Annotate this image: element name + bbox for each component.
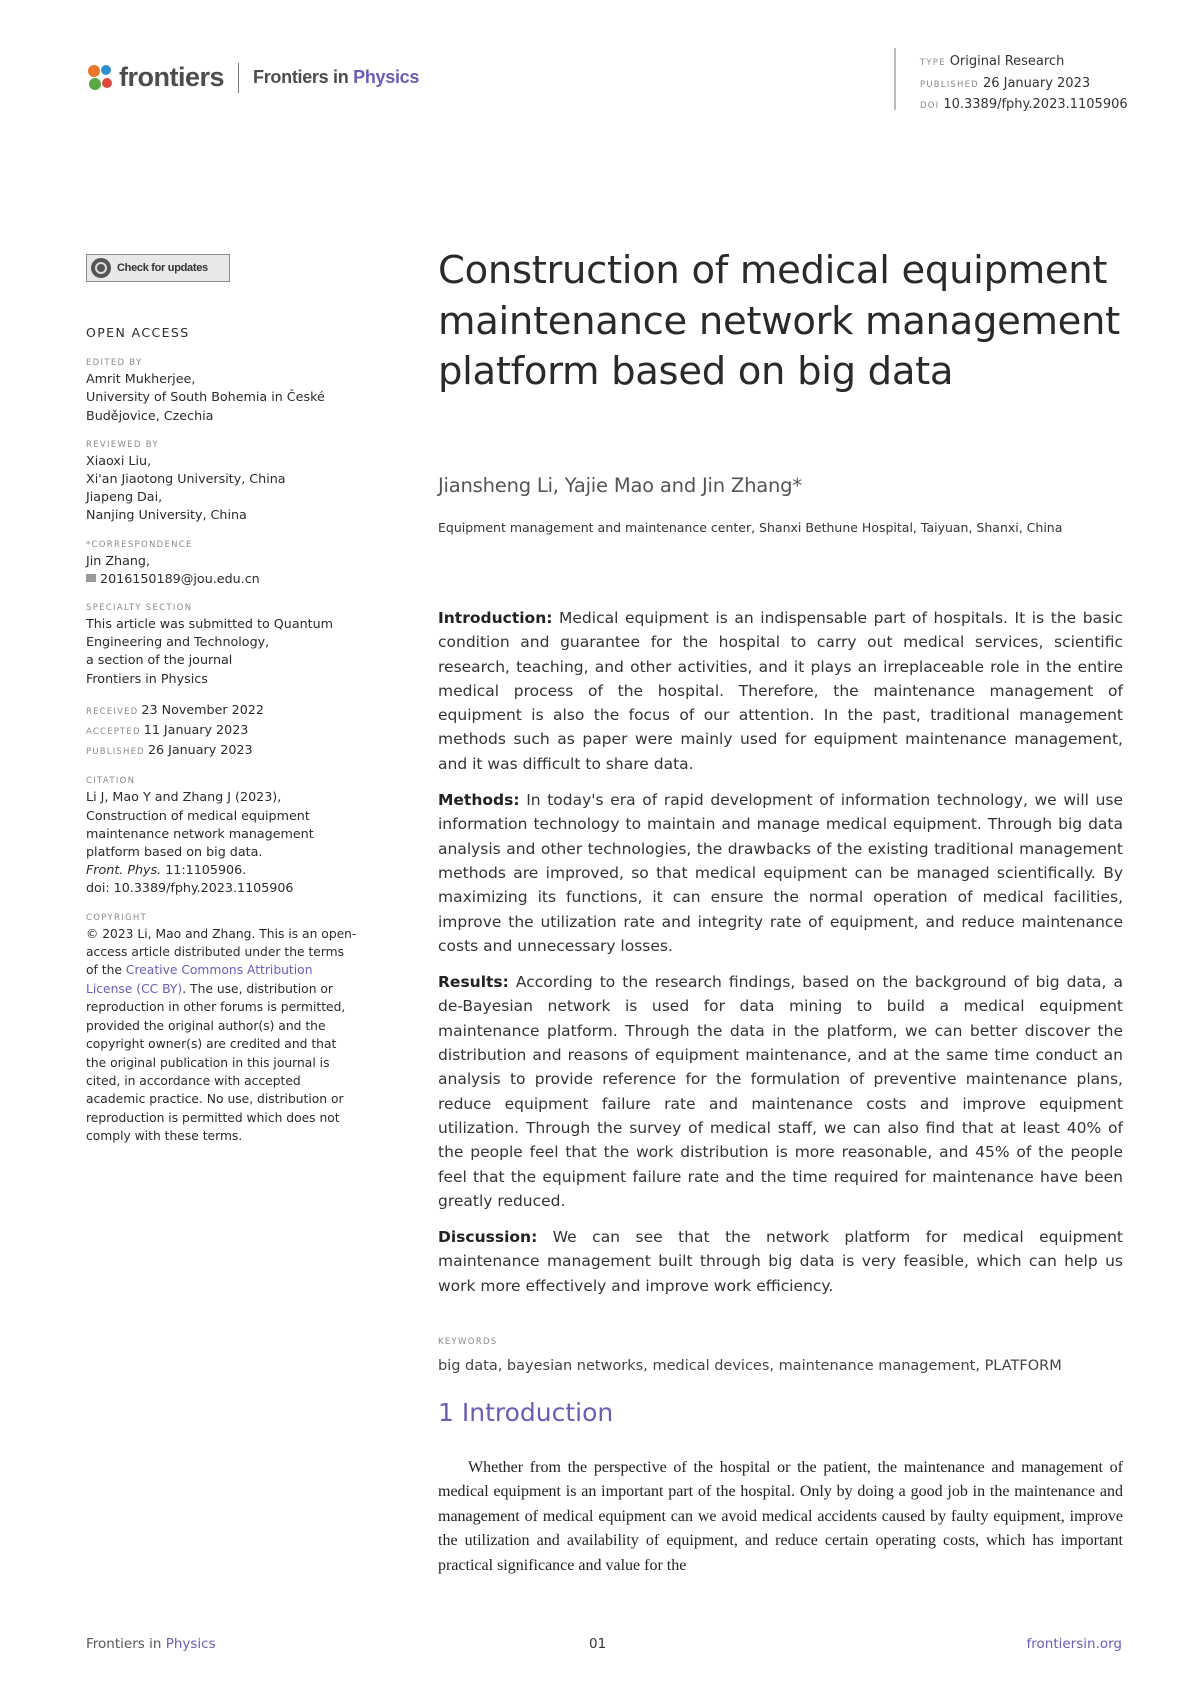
reviewed-by-heading: REVIEWED BY [86,439,159,450]
logo-divider [238,63,239,93]
published-date: PUBLISHED 26 January 2023 [86,742,253,758]
article-dates [86,701,358,762]
citation-line: maintenance network management [86,825,314,841]
correspondent-name: Jin Zhang, [86,552,150,568]
journal-name: Frontiers in Physics [253,67,420,87]
frontiers-logo[interactable] [86,62,419,93]
correspondent-email[interactable]: 2016150189@jou.edu.cn [86,570,358,588]
editor-line: Budějovice, Czechia [86,407,214,423]
page-number: 01 [589,1636,607,1652]
envelope-icon [86,574,96,582]
specialty-heading: SPECIALTY SECTION [86,603,193,614]
abstract-results: Results: According to the research findings, based on the background of big data, a de-Bayesian network is used for data mining to build a medical equipment maintenance platform. Through the data in the platform, we can better discover the distribution and reasons of equipment maintenance, and at the same time conduct an analysis to provide reference for the formulation of preventive maintenance plans, reduce equipment failure rate and maintenance costs and improve equipment utilization. Through the survey of medical staff, we can also find that at least 40% of the people feel that the work distribution is more reasonable, and 45% of the people feel that the equipment failure rate and the time required for maintenance have been greatly reduced. [438,973,1123,1210]
abstract-discussion: Discussion: We can see that the network platform for medical equipment maintenance management built through big data is very feasible, which can help us work more effectively and improve work efficiency. [438,1228,1123,1295]
copyright [86,911,358,1146]
keywords: big data, bayesian networks, medical devices, maintenance management, PLATFORM [438,1358,1062,1374]
correspondence [86,538,358,588]
reviewer-line: Xiaoxi Liu, [86,452,152,468]
reviewed-by [86,438,358,525]
section-heading-introduction: 1 Introduction [438,1398,614,1427]
citation [86,774,358,897]
article-info-sidebar [86,324,358,1159]
footer-site-link[interactable]: frontiersin.org [1026,1636,1122,1652]
accepted-date: ACCEPTED 11 January 2023 [86,722,249,738]
meta-divider [894,48,896,110]
specialty-section [86,601,358,688]
logo-wordmark: frontiers [119,62,225,92]
frontiers-logo-icon [86,63,116,93]
citation-line: platform based on big data. [86,844,263,860]
specialty-line: Engineering and Technology, [86,634,270,650]
keywords-heading: KEYWORDS [438,1337,498,1347]
meta-published: PUBLISHED 26 January 2023 [920,75,1091,91]
edited-by [86,356,358,425]
crossmark-icon [91,258,111,278]
editor-line: University of South Bohemia in České [86,389,325,405]
copyright-heading: COPYRIGHT [86,912,148,923]
correspondence-heading: *CORRESPONDENCE [86,539,193,550]
reviewer-line: Xi'an Jiaotong University, China [86,471,286,487]
author-list: Jiansheng Li, Yajie Mao and Jin Zhang* [438,474,802,497]
open-access-label: OPEN ACCESS [86,325,190,340]
citation-line: Construction of medical equipment [86,807,310,823]
article-meta [920,52,1128,117]
reviewer-line: Nanjing University, China [86,507,247,523]
editor-line: Amrit Mukherjee, [86,371,196,387]
citation-line: Li J, Mao Y and Zhang J (2023), [86,789,282,805]
citation-heading: CITATION [86,776,136,787]
copyright-text: © 2023 Li, Mao and Zhang. This is an open-access article distributed under the terms of the Creative Commons Attribution License (CC BY). The use, distribution or reproduction in other forums is permitted, provided the original author(s) and the copyright owner(s) are credited and that the original publication in this journal is cited, in accordance with accepted academic practice. No use, distribution or reproduction is permitted which does not comply with these terms. [86,926,357,1144]
footer-journal-name: Frontiers in Physics [86,1636,216,1652]
meta-doi: DOI 10.3389/fphy.2023.1105906 [920,97,1128,112]
abstract-introduction: Introduction: Medical equipment is an indispensable part of hospitals. It is the basic condition and guarantee for the hospital to carry out medical services, scientific research, teaching, and other activities, and it plays an irreplaceable role in the entire medical process of the hospital. Therefore, the maintenance management of equipment is also the focus of our attention. In the past, traditional management methods such as paper were mainly used for equipment maintenance management, and it was difficult to share data. [438,609,1123,773]
introduction-paragraph: Whether from the perspective of the hospital or the patient, the maintenance and management of medical equipment is an important part of the hospital. Only by doing a good job in the maintenance and management of medical equipment can we avoid medical accidents caused by faulty equipment, improve the utilization and availability of equipment, and reduce certain operating costs, which has important practical significance and value for the [438,1459,1123,1574]
reviewer-line: Jiapeng Dai, [86,489,163,505]
abstract-methods: Methods: In today's era of rapid development of information technology, we will use information technology to maintain and manage medical equipment. Through big data analysis and other technologies, the drawbacks of the existing traditional management methods are improved, so that medical equipment can be managed scientifically. By maximizing its functions, it can ensure the normal operation of medical facilities, improve the utilization rate and integrity rate of equipment, and reduce maintenance costs and unnecessary losses. [438,791,1123,955]
citation-journal-line: Front. Phys. 11:1105906. [86,862,247,878]
specialty-line: This article was submitted to Quantum [86,616,334,632]
abstract [438,606,1123,1310]
check-for-updates-button[interactable] [86,254,230,282]
meta-type: TYPE Original Research [920,54,1065,69]
edited-by-heading: EDITED BY [86,358,143,369]
article-title: Construction of medical equipment maintenance network management platform based on big data [438,248,1120,394]
cc-by-license-link[interactable]: Creative Commons Attribution License (CC BY) [86,963,313,996]
received-date: RECEIVED 23 November 2022 [86,701,264,717]
citation-doi: doi: 10.3389/fphy.2023.1105906 [86,880,294,896]
specialty-line: Frontiers in Physics [86,670,208,686]
specialty-line: a section of the journal [86,652,233,668]
check-for-updates-label: Check for updates [117,262,208,274]
affiliation: Equipment management and maintenance center, Shanxi Bethune Hospital, Taiyuan, Shanxi, China [438,520,1063,535]
